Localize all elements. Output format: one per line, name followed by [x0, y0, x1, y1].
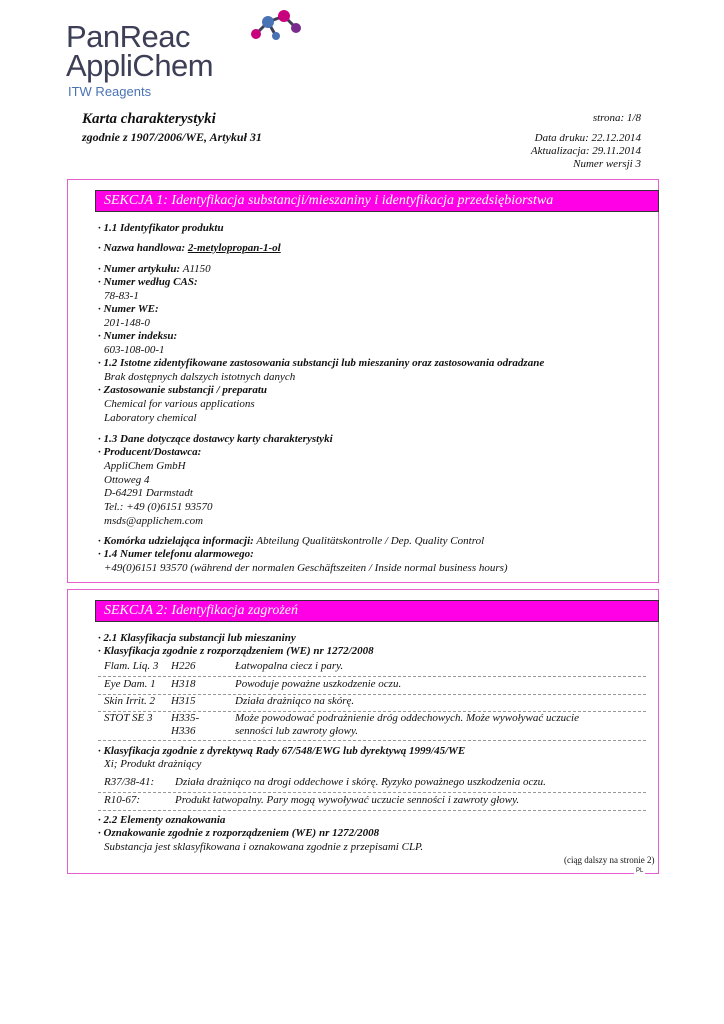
s2-line: Substancja jest sklasyfikowana i oznakowana zgodnie z przepisami CLP. [104, 841, 424, 853]
logo-line-1: PanReac [66, 19, 191, 54]
s1-value: A1150 [182, 263, 211, 275]
s1-line: +49(0)6151 93570 (während der normalen Geschäftszeiten / Inside normal business hours) [104, 562, 508, 574]
s1-line: · Zastosowanie substancji / preparatu [98, 384, 268, 396]
version-number: Numer wersji 3 [573, 158, 641, 170]
s1-line: Tel.: +49 (0)6151 93570 [104, 501, 213, 513]
s2-line: · Klasyfikacja zgodnie z rozporządzeniem (WE) nr 1272/2008 [98, 645, 374, 657]
risk-code: R37/38-41: [104, 776, 155, 788]
hazard-code: H315 [171, 695, 196, 707]
s1-line: · 1.1 Identyfikator produktu [98, 222, 224, 234]
s1-line: 603-108-00-1 [104, 344, 165, 356]
s1-line: Chemical for various applications [104, 398, 255, 410]
risk-row [104, 794, 520, 807]
hazard-code: H226 [171, 660, 196, 672]
hazard-code: H335-H336 [171, 712, 200, 737]
s1-line: AppliChem GmbH [104, 460, 186, 472]
hazard-class: Eye Dam. 1 [104, 678, 156, 690]
s1-line: 78-83-1 [104, 290, 139, 302]
logo-line-3: ITW Reagents [68, 84, 152, 99]
divider [98, 676, 646, 677]
risk-text: Produkt łatwopalny. Pary mogą wywoływać uczucie senności i zawroty głowy. [175, 794, 520, 806]
s1-line: · 1.2 Istotne zidentyfikowane zastosowania substancji lub mieszaniny oraz zastosowania odradzane [98, 357, 545, 369]
s2-line: · Oznakowanie zgodnie z rozporządzeniem (WE) nr 1272/2008 [98, 827, 380, 839]
hazard-text-cont: senności lub zawroty głowy. [235, 725, 359, 737]
s1-line: · Numer według CAS: [98, 276, 198, 288]
s1-line: · Producent/Dostawca: [98, 446, 202, 458]
hazard-row [104, 678, 402, 691]
logo-line-2: AppliChem [66, 48, 214, 83]
hazard-code: H318 [171, 678, 196, 690]
section-1-heading: SEKCJA 1: Identyfikacja substancji/mieszaniny i identyfikacja przedsiębiorstwa [95, 190, 659, 212]
hazard-text: Działa drażniąco na skórę. [235, 695, 355, 707]
hazard-text: Łatwopalna ciecz i pary. [235, 660, 344, 672]
document-title: Karta charakterystyki [82, 111, 216, 127]
s2-line: · 2.2 Elementy oznakowania [98, 814, 226, 826]
hazard-class: Flam. Liq. 3 [104, 660, 159, 672]
s1-line: 201-148-0 [104, 317, 150, 329]
s1-line: · Numer WE: [98, 303, 159, 315]
s1-line: Ottoweg 4 [104, 474, 150, 486]
hazard-row [104, 695, 355, 708]
divider [98, 810, 646, 811]
s1-line: · 1.4 Numer telefonu alarmowego: [98, 548, 254, 560]
continued-note: (ciąg dalszy na stronie 2) [564, 855, 655, 865]
risk-row [104, 776, 546, 789]
s1-line: D-64291 Darmstadt [104, 487, 193, 499]
hazard-text: Może powodować podrażnienie dróg oddechowych. Może wywoływać uczucie [235, 712, 579, 724]
hazard-class: STOT SE 3 [104, 712, 153, 724]
divider [98, 792, 646, 793]
hazard-text: Powoduje poważne uszkodzenie oczu. [235, 678, 402, 690]
section-1 [67, 179, 659, 583]
s1-value: 2-metylopropan-1-ol [187, 242, 281, 254]
s1-info-unit [98, 535, 484, 548]
s2-line: · Klasyfikacja zgodnie z dyrektywą Rady 67/548/EWG lub dyrektywą 1999/45/WE [98, 745, 466, 757]
s1-line: Brak dostępnych dalszych istotnych danych [104, 371, 296, 383]
risk-text: Działa drażniąco na drogi oddechowe i skórę. Ryzyko poważnego uszkodzenia oczu. [175, 776, 546, 788]
s2-line: Xi; Produkt drażniący [104, 758, 202, 770]
page-number: strona: 1/8 [592, 112, 641, 124]
s1-article-number [98, 263, 211, 276]
s1-value: Abteilung Qualitätskontrolle / Dep. Quality Control [256, 535, 485, 547]
language-code: PL [636, 868, 644, 874]
update-date: Aktualizacja: 29.11.2014 [530, 145, 641, 157]
s1-line: Laboratory chemical [104, 412, 197, 424]
hazard-row [104, 660, 344, 673]
s2-line: · 2.1 Klasyfikacja substancji lub mieszaniny [98, 632, 296, 644]
s1-label: · Komórka udzielająca informacji: [98, 535, 254, 547]
s1-label: · Numer artykułu: [98, 263, 181, 275]
company-logo [66, 19, 266, 102]
s1-trade-name [98, 242, 281, 255]
print-date: Data druku: 22.12.2014 [534, 132, 641, 144]
s1-line: · 1.3 Dane dotyczące dostawcy karty charakterystyki [98, 433, 333, 445]
molecule-logo-icon [246, 4, 306, 48]
divider [98, 740, 646, 741]
section-2 [67, 589, 659, 874]
s1-line: msds@applichem.com [104, 515, 204, 527]
s1-line: · Numer indeksu: [98, 330, 178, 342]
risk-code: R10-67: [104, 794, 141, 806]
s1-label: · Nazwa handlowa: [98, 242, 186, 254]
hazard-class: Skin Irrit. 2 [104, 695, 156, 707]
section-2-heading: SEKCJA 2: Identyfikacja zagrożeń [95, 600, 659, 622]
document-subtitle: zgodnie z 1907/2006/WE, Artykuł 31 [82, 130, 262, 144]
